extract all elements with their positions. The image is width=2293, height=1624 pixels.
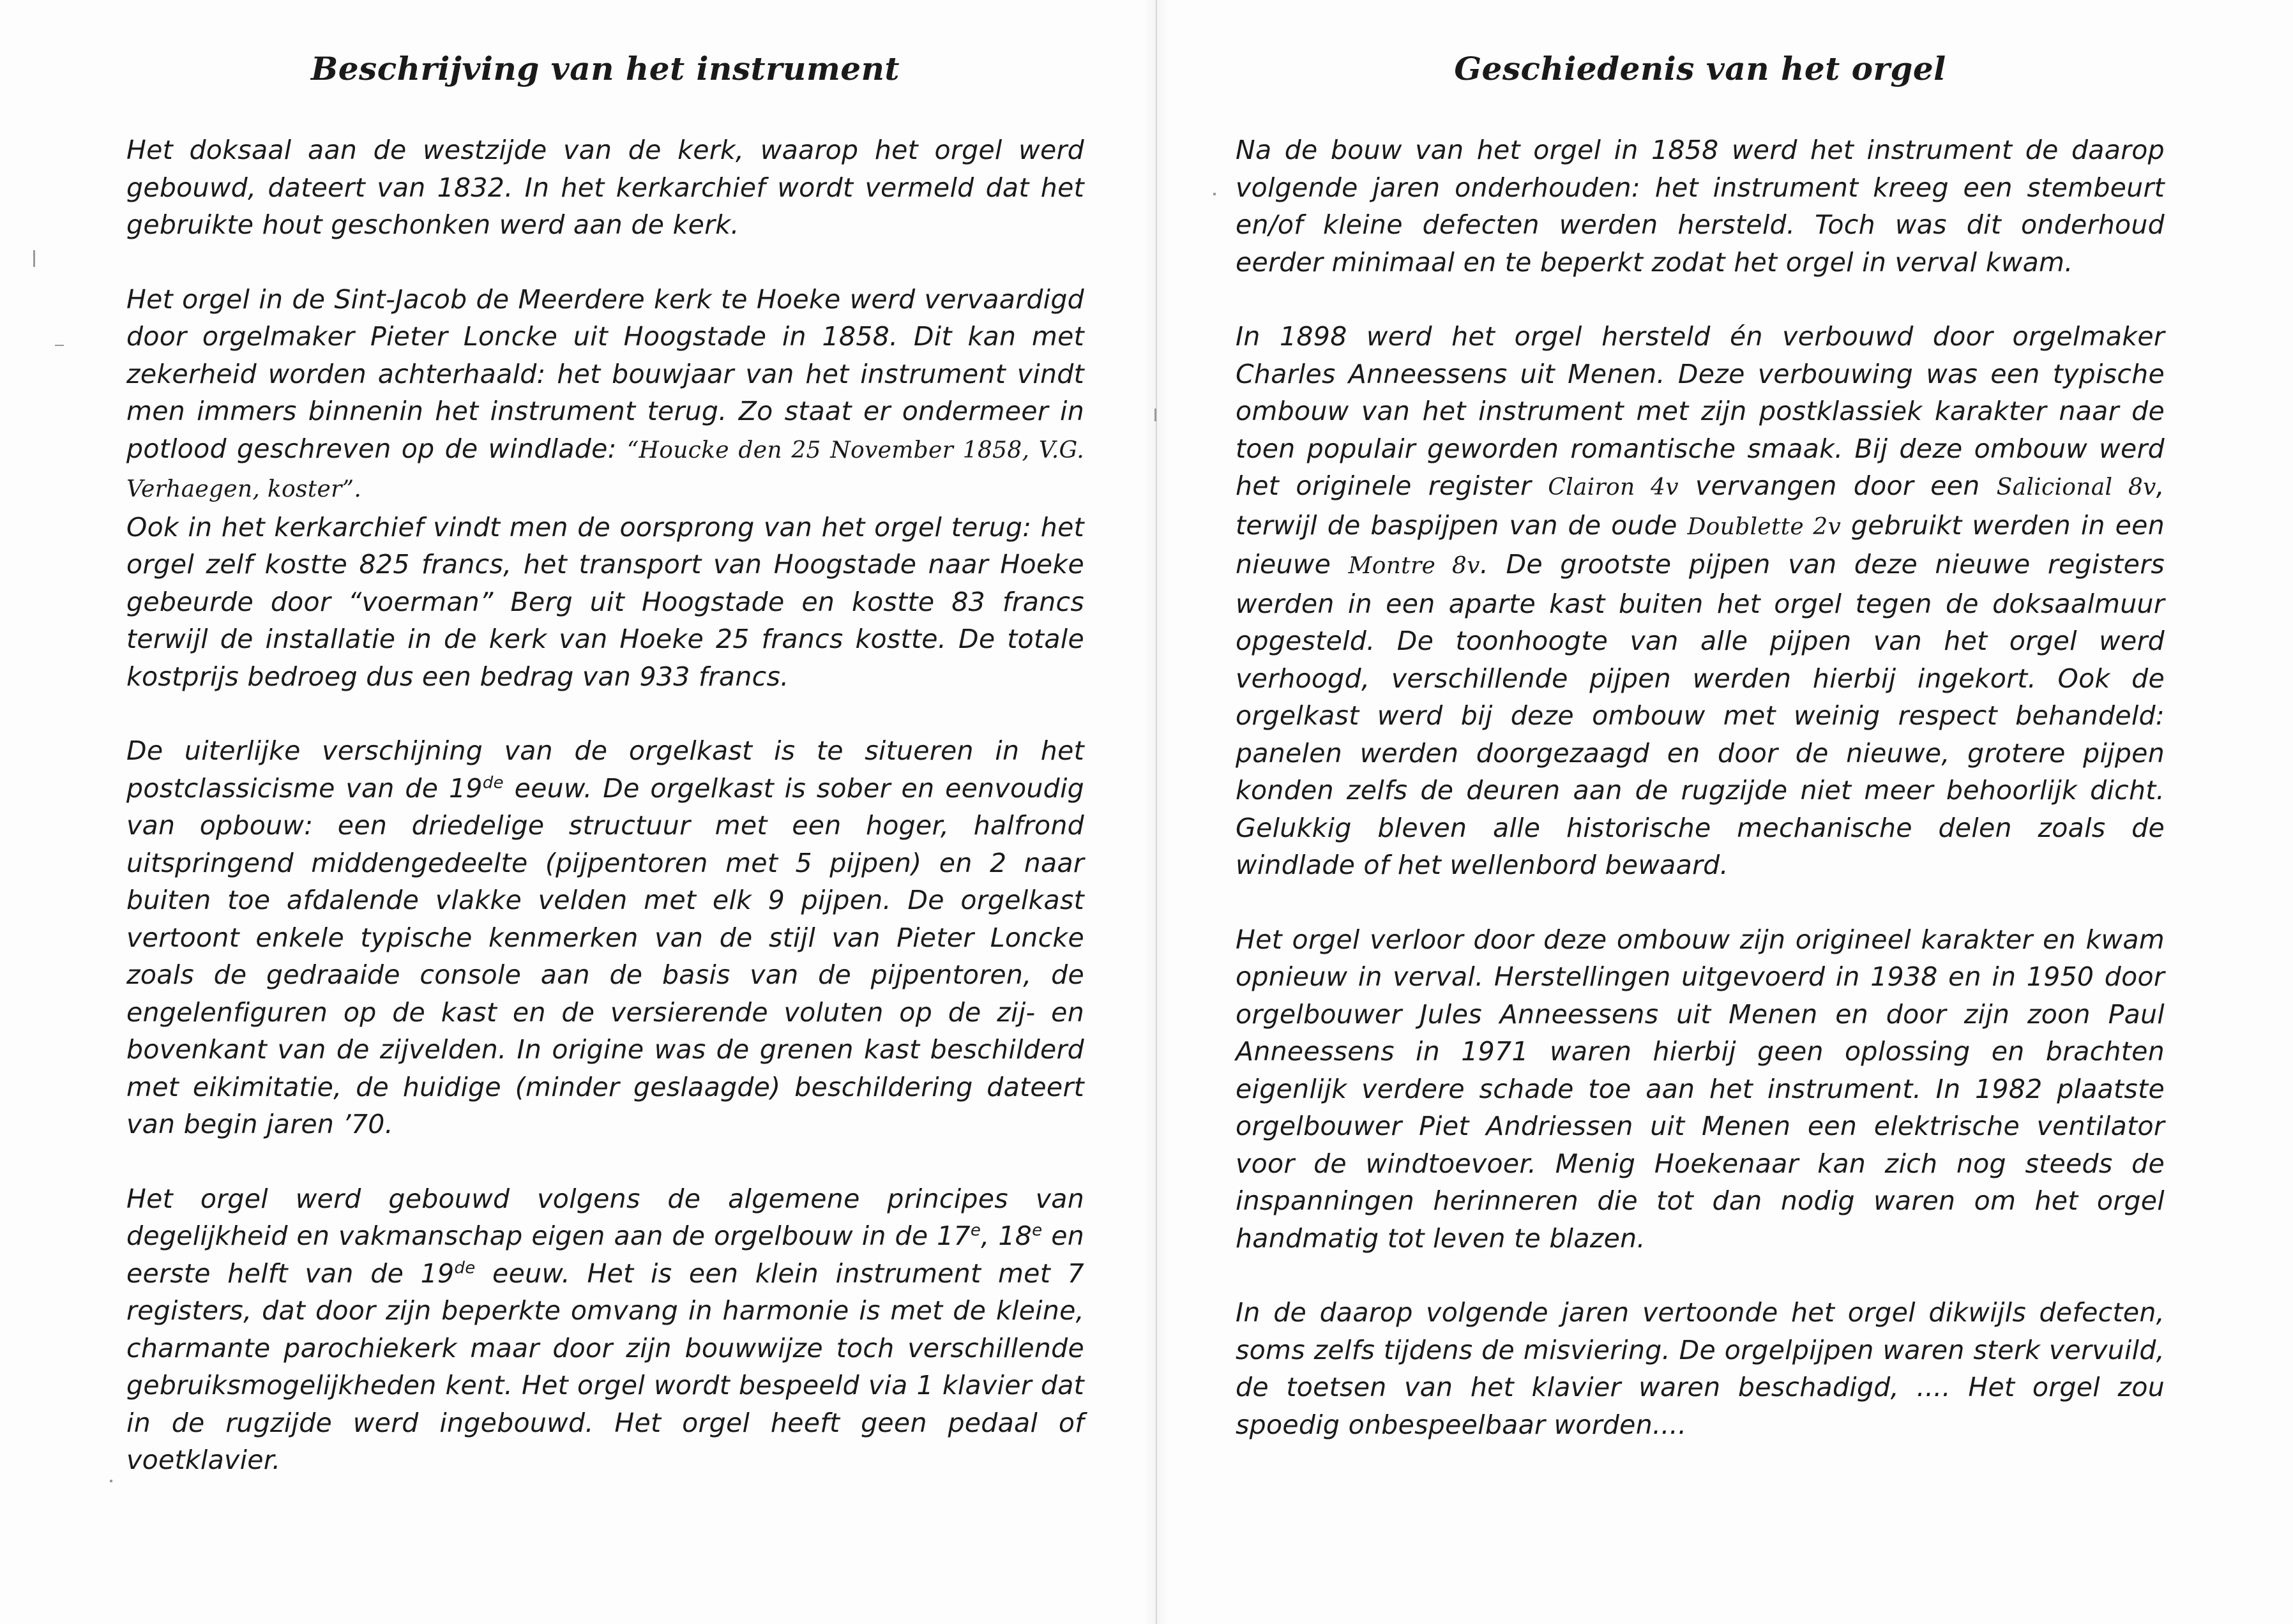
inscription-quote: “Houcke den 25 November 1858, V.G. Verhaegen, koster”.	[126, 437, 1084, 502]
paragraph: Na de bouw van het orgel in 1858 werd het instrument de daarop volgende jaren onderhouden: het instrument kreeg een stembeurt en/of kleine defecten werden hersteld. Toch was dit onderhoud eerder minimaal en te beperkt zodat het orgel in verval kwam.	[1236, 135, 2165, 278]
right-page-title: Geschiedenis van het orgel	[1454, 50, 1946, 87]
paragraph-text: eeuw. De orgelkast is sober en eenvoudig van opbouw: een driedelige structuur met een hoger, halfrond uitspringend middengedeelte (pijpentoren met 5 pijpen) en 2 naar buiten toe afdalende vlakke velden met elk 9 pijpen. De orgelkast vertoont enkele typische kenmerken van de stijl van Pieter Loncke zoals de gedraaide console aan de basis van de pijpentoren, de engelenfiguren op de kast en de versierende voluten op de zij- en bovenkant van de zijvelden. In origine was de grenen kast beschilderd met eikimitatie, de huidige (minder geslaagde) beschildering dateert van begin jaren ’70.	[126, 772, 1085, 1139]
paragraph-text: Het orgel werd gebouwd volgens de algemene principes van degelijkheid en vakmanschap eigen aan de orgelbouw in de 17	[126, 1183, 1084, 1251]
paragraph-text: . De grootste pijpen van deze nieuwe registers werden in een aparte kast buiten het orgel tegen de doksaalmuur opgesteld. De toonhoogte van alle pijpen van het orgel werd verhoogd, verschillende pijpen werden hierbij ingekort. Ook de orgelkast werd bij deze ombouw met weinig respect behandeld: panelen werden doorgezaagd en door de nieuwe, grotere pijpen konden zelfs de deuren aan de rugzijde niet meer behoorlijk dicht. Gelukkig bleven alle historische mechanische delen zoals de windlade of het wellenbord bewaard.	[1236, 549, 2165, 880]
paragraph-text: De uiterlijke verschijning van de orgelkast is te situeren in het postclassicisme van de 19	[126, 735, 1084, 804]
scan-speck	[110, 1480, 112, 1482]
scan-speck	[1154, 409, 1156, 421]
left-page	[126, 0, 1084, 1624]
paragraph: Het orgel verloor door deze ombouw zijn origineel karakter en kwam opnieuw in verval. Herstellingen uitgevoerd in 1938 en in 1950 door orgelbouwer Jules Anneessens uit Menen en door zijn zoon Paul Anneessens in 1971 waren hierbij geen oplossing en brachten eigenlijk verdere schade toe aan het instrument. In 1982 plaatste orgelbouwer Piet Andriessen uit Menen een elektrische ventilator voor de windtoevoer. Menig Hoekenaar kan zich nog steeds de inspanningen herinneren die tot dan nodig waren om het orgel handmatig tot leven te blazen.	[1236, 924, 2165, 1254]
paragraph	[126, 732, 1084, 1143]
paragraph-text: vervangen door een	[1678, 470, 1997, 501]
left-page-body	[126, 132, 1084, 1516]
register-name: Clairon 4v	[1548, 474, 1679, 500]
right-page	[1236, 0, 2165, 1624]
register-name: Doublette 2v	[1687, 513, 1842, 540]
left-page-title: Beschrijving van het instrument	[310, 50, 900, 87]
scan-speck	[33, 250, 35, 267]
paragraph: In de daarop volgende jaren vertoonde het orgel dikwijls defecten, soms zelfs tijdens de misviering. De orgelpijpen waren sterk vervuild, de toetsen van het klavier waren beschadigd, .... Het orgel zou spoedig onbespeelbaar worden....	[1236, 1297, 2165, 1440]
paragraph	[1236, 318, 2165, 884]
scan-speck	[1213, 193, 1216, 195]
paragraph-text: en eerste helft van de 19	[126, 1221, 1085, 1289]
register-name: Montre 8v	[1348, 553, 1480, 579]
register-name: Salicional 8v	[1996, 474, 2156, 500]
paragraph	[126, 1180, 1084, 1479]
paragraph-text: , terwijl de baspijpen van de oude	[1236, 470, 2165, 541]
paragraph	[126, 281, 1084, 509]
superscript: de	[454, 1258, 476, 1277]
right-page-body	[1236, 132, 2165, 1480]
page-fold	[1156, 0, 1157, 1624]
superscript: de	[482, 772, 504, 792]
paragraph-text: Het orgel in de Sint-Jacob de Meerdere kerk te Hoeke werd vervaardigd door orgelmaker Pieter Loncke uit Hoogstade in 1858. Dit kan met zekerheid worden achterhaald: het bouwjaar van het instrument vindt men immers binnenin het instrument terug. Zo staat er ondermeer in potlood geschreven op de windlade:	[126, 283, 1084, 464]
superscript: e	[1032, 1221, 1043, 1240]
superscript: e	[970, 1221, 981, 1240]
paragraph-text: eeuw. Het is een klein instrument met 7 registers, dat door zijn beperkte omvang in harmonie is met de kleine, charmante parochiekerk maar door zijn bouwwijze toch verschillende gebruiksmogelijkheden kent. Het orgel wordt bespeeld via 1 klavier dat in de rugzijde werd ingebouwd. Het orgel heeft geen pedaal of voetklavier.	[126, 1258, 1084, 1475]
paragraph: Het doksaal aan de westzijde van de kerk, waarop het orgel werd gebouwd, dateert van 1832. In het kerkarchief wordt vermeld dat het gebruikte hout geschonken werd aan de kerk.	[126, 135, 1084, 240]
scan-speck	[55, 345, 64, 346]
paragraph-text: , 18	[981, 1221, 1033, 1251]
paragraph: Ook in het kerkarchief vindt men de oorsprong van het orgel terug: het orgel zelf kostte 825 francs, het transport van Hoogstade naar Hoeke gebeurde door “voerman” Berg uit Hoogstade en kostte 83 francs terwijl de installatie in de kerk van Hoeke 25 francs kostte. De totale kostprijs bedroeg dus een bedrag van 933 francs.	[126, 511, 1084, 692]
paragraph-text: In 1898 werd het orgel hersteld én verbouwd door orgelmaker Charles Anneessens uit Menen. Deze verbouwing was een typische ombouw van het instrument met zijn postklassiek karakter naar de toen populair geworden romantische smaak. Bij deze ombouw werd het originele register	[1236, 321, 2165, 501]
paragraph-text: gebruikt werden in een nieuwe	[1236, 509, 2165, 580]
